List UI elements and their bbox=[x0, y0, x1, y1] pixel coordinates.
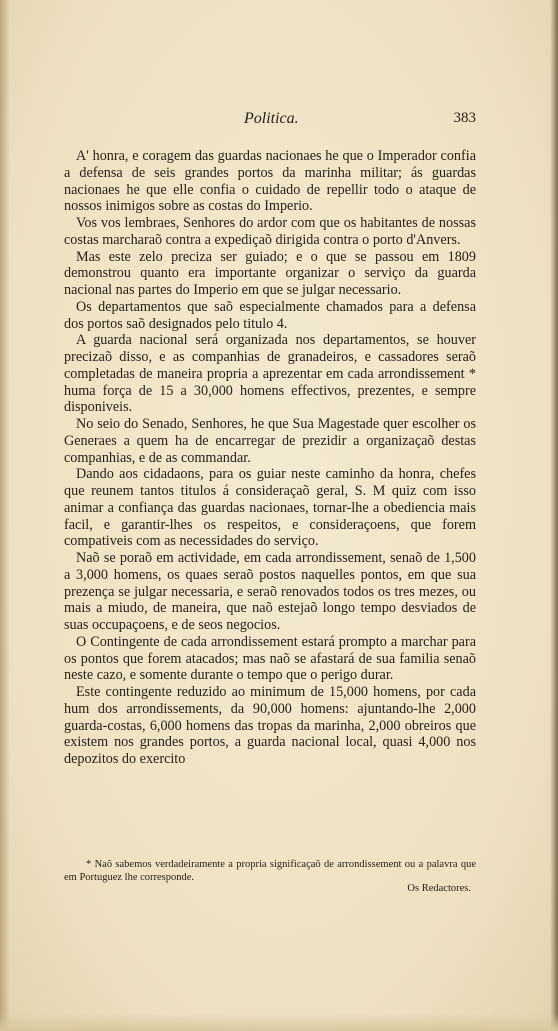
footnote bbox=[64, 858, 476, 884]
paragraph: Naõ se poraõ em actividade, em cada arrondissement, senaõ de 1,500 a 3,000 homens, os quaes seraõ postos naquelles pontos, em que sua prezença se julgar necessaria, e seraõ renovados todos os tres mezes, ou mais a miudo, de maneira, que naõ estejaõ longo tempo desviados de suas occupaçoens, e de seos negocios. bbox=[64, 550, 476, 633]
paragraph: A guarda nacional será organizada nos departamentos, se houver precizaõ disso, e as companhias de granadeiros, e cassadores seraõ completadas de maneira propria a aprezentar em cada arrondissement * huma força de 15 a 30,000 homens effectivos, prezentes, e sempre disponiveis. bbox=[64, 332, 476, 416]
paragraph: Vos vos lembraes, Senhores do ardor com que os habitantes de nossas costas marcharaõ contra a expediçaõ dirigida contra o porto d'Anvers. bbox=[64, 215, 476, 248]
paragraph: Dando aos cidadaons, para os guiar neste caminho da honra, chefes que reunem tantos titulos á consideraçaõ geral, S. M quiz com isso animar a confiança das guardas nacionaes, tornar-lhe a obediencia mais facil, e garantir-lhes os respeitos, e consideraçoens, que forem compativeis com as necessidades do serviço. bbox=[64, 466, 476, 550]
page-left-edge bbox=[0, 0, 10, 1031]
paragraph: O Contingente de cada arrondissement estará prompto a marchar para os pontos que forem atacados; mas naõ se afastará de sua familia senaõ neste cazo, e somente durante o tempo que o perigo durar. bbox=[64, 633, 476, 684]
paragraph: Mas este zelo preciza ser guiado; e o que se passou em 1809 demonstrou quanto era importante organizar o serviço da guarda nacional nas partes do Imperio em que se julgar necessario. bbox=[64, 248, 476, 298]
main-text bbox=[64, 148, 476, 768]
page-bottom-edge bbox=[0, 1013, 558, 1031]
page-right-edge bbox=[550, 0, 558, 1031]
paragraph: Este contingente reduzido ao minimum de 15,000 homens, por cada hum dos arrondissements, da 90,000 homens: ajuntando-lhe 2,000 guarda-costas, 6,000 homens das tropas da marinha, 2,000 obreiros que existem nos grandes portos, a guarda nacional local, quasi 4,000 nos depozitos do exercito bbox=[64, 684, 476, 767]
running-head: Politica. bbox=[244, 110, 299, 127]
footnote-text: * Naõ sabemos verdadeiramente a propria significaçaõ de arrondissement ou a palavra que em Portuguez lhe corresponde. bbox=[64, 859, 476, 883]
page-number: 383 bbox=[453, 110, 476, 126]
paragraph: No seio do Senado, Senhores, he que Sua Magestade quer escolher os Generaes a quem ha de encarregar de prezidir a organizaçaõ destas companhias, e de as commandar. bbox=[64, 416, 476, 466]
paragraph: A' honra, e coragem das guardas nacionaes he que o Imperador confia a defensa de seis grandes portos da marinha militar; ás guardas nacionaes he que elle confia o cuidado de repellir todo o ataque de nossos inimigos sobre as costas do Imperio. bbox=[64, 148, 476, 215]
page-header bbox=[64, 110, 476, 132]
footnote-signature: Os Redactores. bbox=[407, 883, 471, 894]
paragraph: Os departamentos que saõ especialmente chamados para a defensa dos portos saõ designados pelo titulo 4. bbox=[64, 298, 476, 332]
